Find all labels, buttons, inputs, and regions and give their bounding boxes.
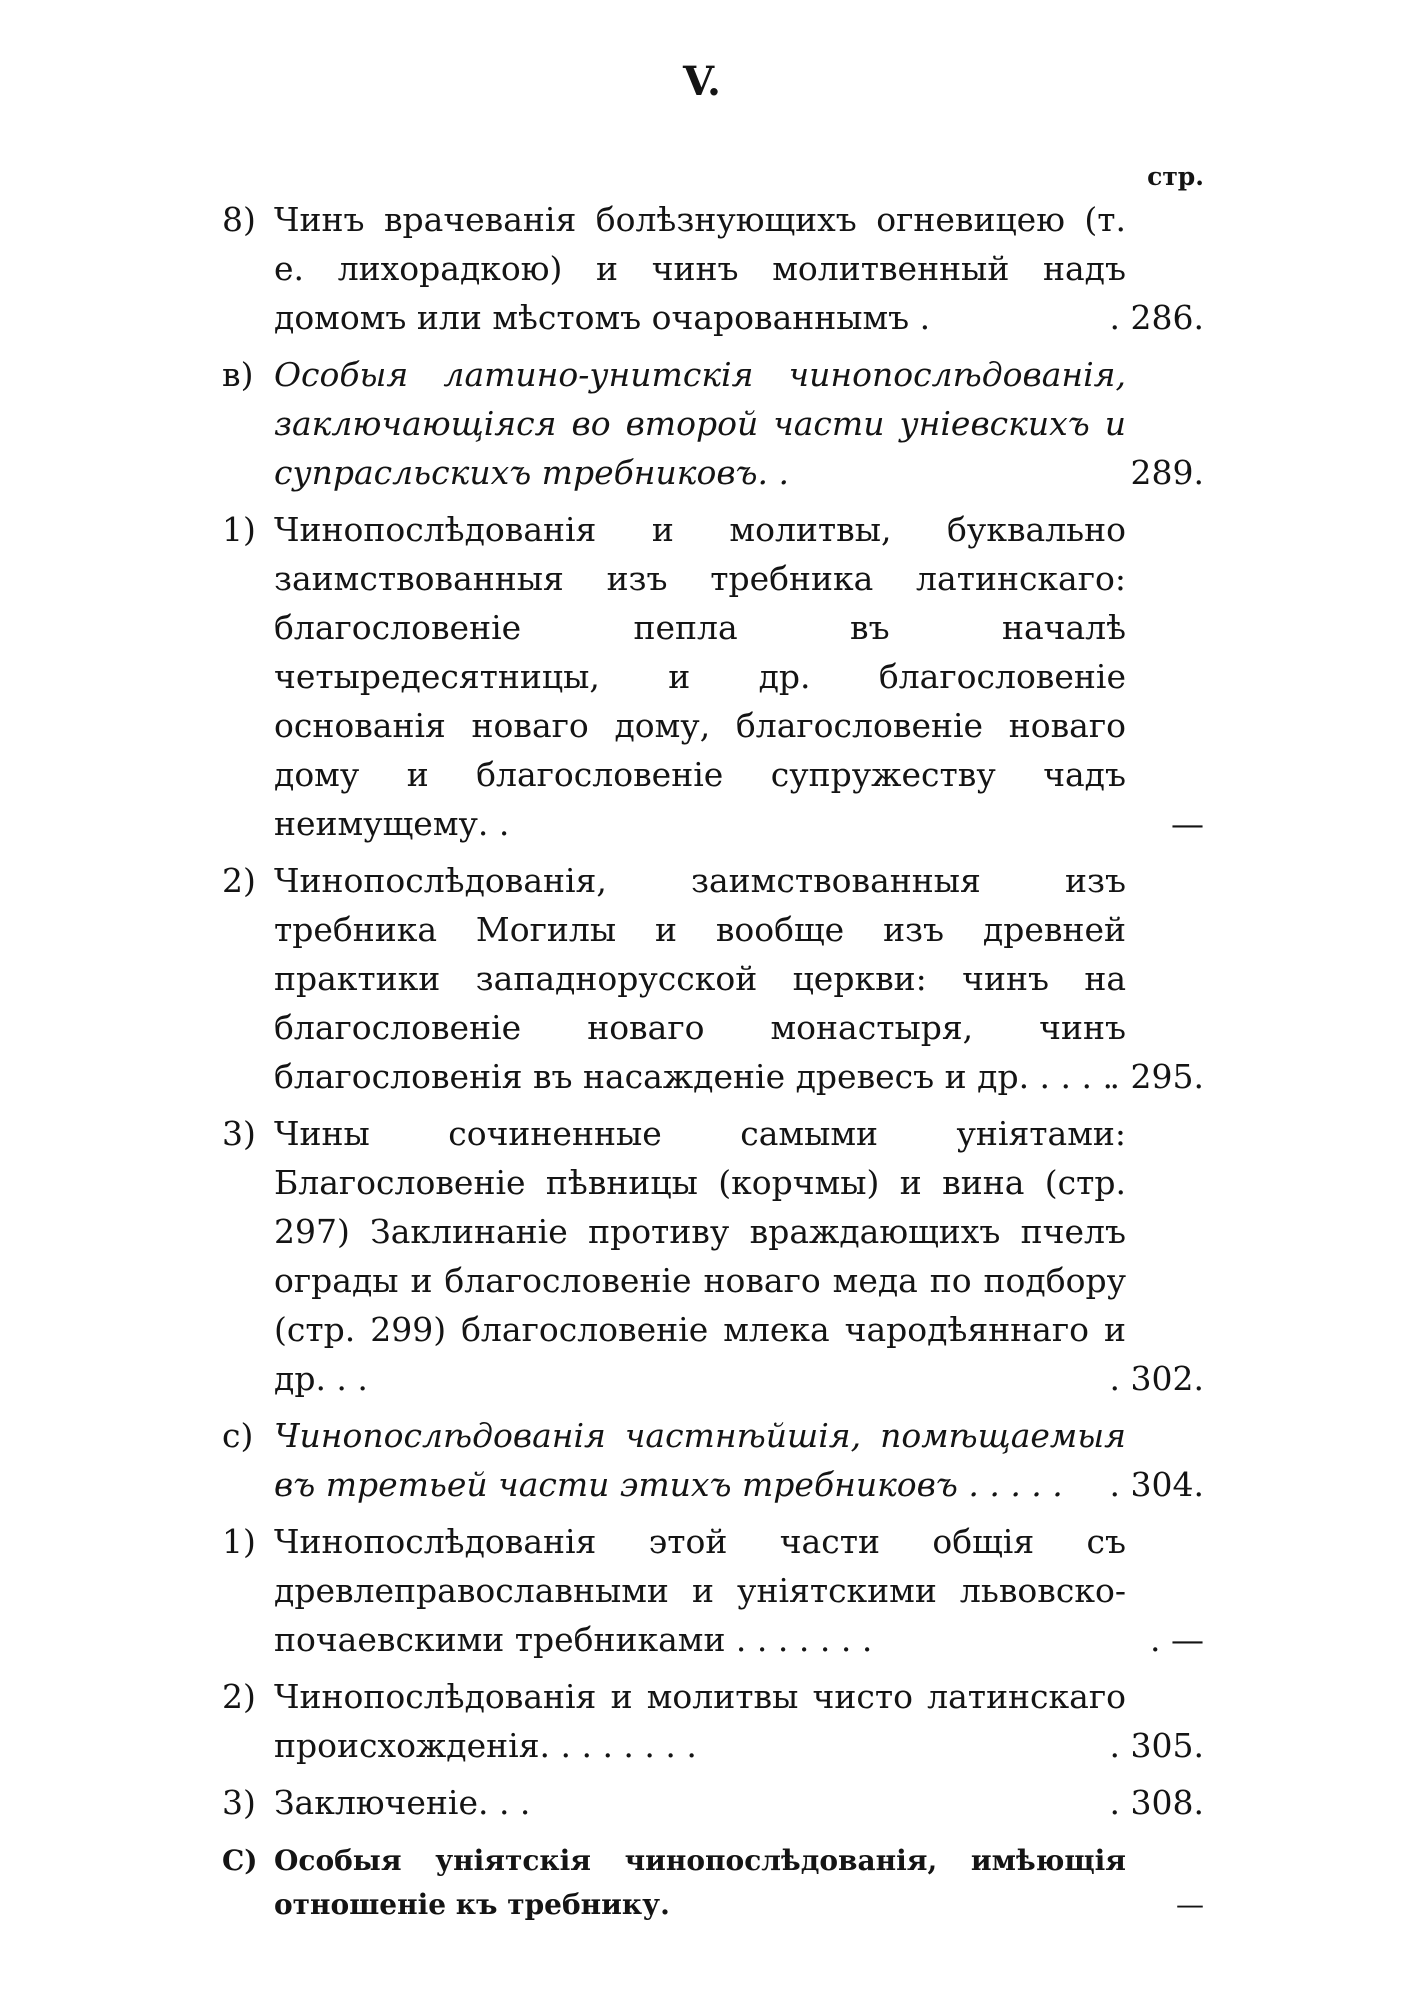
toc-entry-8: [222, 195, 1204, 342]
page-number: V.: [683, 58, 721, 105]
toc-entry-b3: [222, 1109, 1204, 1403]
entry-page: . —: [1150, 1620, 1204, 1659]
toc-entry-c1: [222, 1517, 1204, 1664]
entry-text: Заключеніе. . .: [274, 1783, 531, 1822]
entry-text: Чинъ врачеванія болѣзнующихъ огневицею (т. е. лихорадкою) и чинъ молитвенный надъ домомъ или мѣстомъ очарованнымъ .: [274, 200, 1126, 337]
entry-page: 289.: [1130, 453, 1204, 492]
toc-entry-b2: [222, 856, 1204, 1101]
entry-text: Чины сочиненные самыми уніятами: Благословеніе пѣвницы (корчмы) и вина (стр. 297) Заклинаніе противу враждающихъ пчелъ ограды и благословеніе новаго меда по подбору (стр. 299) благословеніе млека чародѣяннаго и др. . .: [274, 1114, 1126, 1398]
entry-marker: 1): [222, 510, 256, 549]
entry-marker: c): [222, 1416, 254, 1455]
entry-marker: 2): [222, 861, 256, 900]
table-of-contents: [222, 195, 1204, 1935]
entry-text: Чинопослѣдованія частнѣйшія, помѣщаемыя въ третьей части этихъ требниковъ . . . . .: [274, 1416, 1126, 1504]
entry-text: Особыя уніятскія чинопослѣдованія, имѣющія отношеніе къ требнику.: [274, 1844, 1126, 1921]
entry-text: Особыя латино-унитскія чинопослѣдованія, заключающіяся во второй части уніевскихъ и супрасльскихъ требниковъ. .: [274, 355, 1126, 492]
toc-entry-b1: [222, 505, 1204, 848]
toc-section-b: [222, 350, 1204, 497]
entry-page: . 286.: [1109, 298, 1204, 337]
entry-text: Чинопослѣдованія и молитвы, буквально заимствованныя изъ требника латинскаго: благословеніе пепла въ началѣ четыредесятницы, и др. благословеніе основанія новаго дому, благословеніе новаго дому и благословеніе супружеству чадъ неимущему. .: [274, 510, 1126, 843]
toc-section-c: [222, 1411, 1204, 1509]
entry-marker: 3): [222, 1783, 256, 1822]
entry-text: Чинопослѣдованія этой части общія съ древлеправославными и уніятскими львовско-почаевскими требниками . . . . . . .: [274, 1522, 1126, 1659]
entry-page: —: [1171, 804, 1204, 843]
entry-page: . 295.: [1109, 1057, 1204, 1096]
toc-entry-c3: [222, 1778, 1204, 1827]
entry-marker: 2): [222, 1677, 256, 1716]
entry-page: . 308.: [1109, 1783, 1204, 1822]
entry-marker: C): [222, 1844, 258, 1877]
toc-entry-c2: [222, 1672, 1204, 1770]
entry-marker: 1): [222, 1522, 256, 1561]
entry-marker: 3): [222, 1114, 256, 1153]
entry-text: Чинопослѣдованія и молитвы чисто латинскаго происхожденія. . . . . . . .: [274, 1677, 1126, 1765]
entry-page: —: [1176, 1888, 1204, 1921]
toc-section-C: [222, 1839, 1204, 1927]
entry-marker: 8): [222, 200, 256, 239]
entry-text: Чинопослѣдованія, заимствованныя изъ требника Могилы и вообще изъ древней практики западнорусской церкви: чинъ на благословеніе новаго монастыря, чинъ благословенія въ насажденіе древесъ и др. . . . .: [274, 861, 1126, 1096]
entry-page: . 304.: [1109, 1465, 1204, 1504]
entry-marker: в): [222, 355, 254, 394]
entry-page: . 302.: [1109, 1359, 1204, 1398]
entry-page: . 305.: [1109, 1726, 1204, 1765]
page-column-label: стр.: [1147, 162, 1204, 191]
